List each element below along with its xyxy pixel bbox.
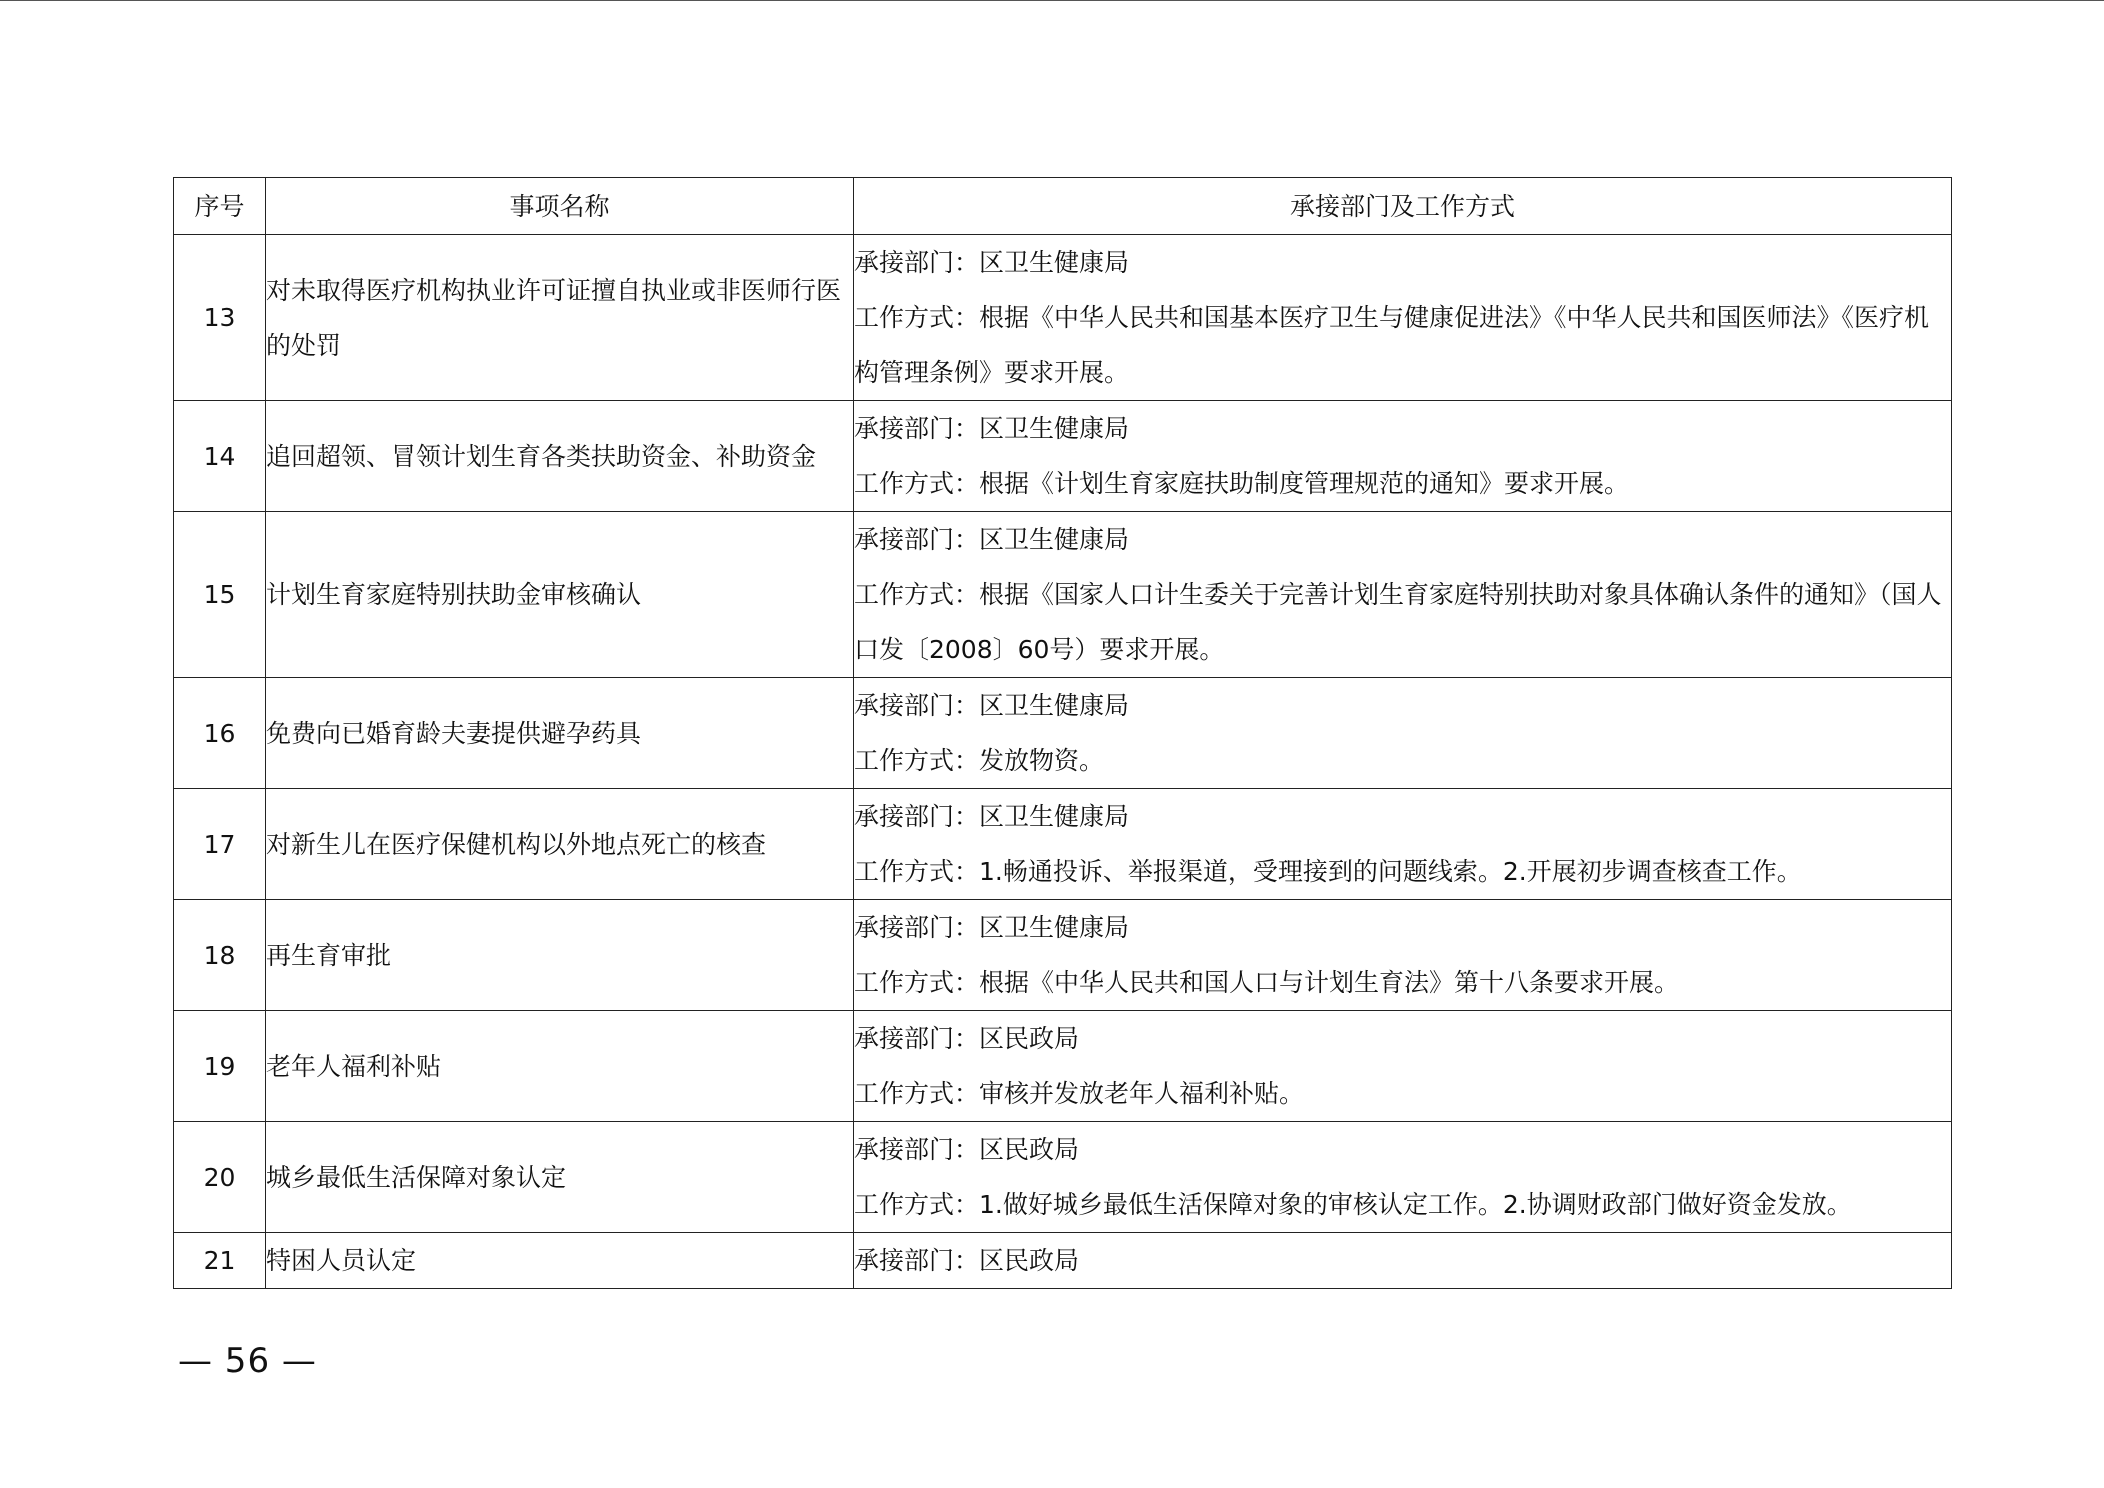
row-department-cell <box>854 678 1952 789</box>
row-index: 16 <box>174 678 266 789</box>
row-index: 20 <box>174 1122 266 1233</box>
row-matter-name: 计划生育家庭特别扶助金审核确认 <box>266 512 854 678</box>
row-index: 17 <box>174 789 266 900</box>
row-department-cell <box>854 1233 1952 1289</box>
header-matter-name: 事项名称 <box>266 178 854 235</box>
table-row <box>174 678 1952 789</box>
row-matter-name: 对新生儿在医疗保健机构以外地点死亡的核查 <box>266 789 854 900</box>
row-work-method: 工作方式：1.做好城乡最低生活保障对象的审核认定工作。2.协调财政部门做好资金发放。 <box>854 1190 1852 1219</box>
row-department: 承接部门：区卫生健康局 <box>854 802 1130 831</box>
row-work-method: 工作方式：1.畅通投诉、举报渠道，受理接到的问题线索。2.开展初步调查核查工作。 <box>854 857 1802 886</box>
row-matter-name: 再生育审批 <box>266 900 854 1011</box>
row-department: 承接部门：区卫生健康局 <box>854 691 1130 720</box>
row-matter-name: 城乡最低生活保障对象认定 <box>266 1122 854 1233</box>
row-index: 19 <box>174 1011 266 1122</box>
row-work-method: 工作方式：根据《中华人民共和国人口与计划生育法》第十八条要求开展。 <box>854 968 1680 997</box>
row-department: 承接部门：区卫生健康局 <box>854 248 1130 277</box>
row-index: 18 <box>174 900 266 1011</box>
row-department: 承接部门：区卫生健康局 <box>854 525 1130 554</box>
row-department-cell <box>854 1011 1952 1122</box>
row-matter-name: 老年人福利补贴 <box>266 1011 854 1122</box>
table-row <box>174 1122 1952 1233</box>
row-department-cell <box>854 789 1952 900</box>
header-department-method: 承接部门及工作方式 <box>854 178 1952 235</box>
row-department-cell <box>854 401 1952 512</box>
row-department: 承接部门：区卫生健康局 <box>854 913 1130 942</box>
row-department-cell <box>854 235 1952 401</box>
table-row <box>174 1233 1952 1289</box>
row-department: 承接部门：区民政局 <box>854 1246 1080 1275</box>
table-row <box>174 235 1952 401</box>
table-row <box>174 512 1952 678</box>
row-department-cell <box>854 1122 1952 1233</box>
row-matter-name: 对未取得医疗机构执业许可证擅自执业或非医师行医的处罚 <box>266 235 854 401</box>
row-index: 13 <box>174 235 266 401</box>
row-department-cell <box>854 900 1952 1011</box>
row-work-method: 工作方式：根据《国家人口计生委关于完善计划生育家庭特别扶助对象具体确认条件的通知》（国人口发〔2008〕60号）要求开展。 <box>854 580 1942 664</box>
row-department: 承接部门：区卫生健康局 <box>854 414 1130 443</box>
header-index: 序号 <box>174 178 266 235</box>
table-row <box>174 789 1952 900</box>
table-row <box>174 900 1952 1011</box>
row-matter-name: 特困人员认定 <box>266 1233 854 1289</box>
table-row <box>174 1011 1952 1122</box>
row-work-method: 工作方式：发放物资。 <box>854 746 1105 775</box>
row-work-method: 工作方式：根据《计划生育家庭扶助制度管理规范的通知》要求开展。 <box>854 469 1630 498</box>
matters-table <box>173 177 1952 1289</box>
row-index: 15 <box>174 512 266 678</box>
table-header-row <box>174 178 1952 235</box>
row-work-method: 工作方式：根据《中华人民共和国基本医疗卫生与健康促进法》《中华人民共和国医师法》《医疗机构管理条例》要求开展。 <box>854 303 1930 387</box>
row-work-method: 工作方式：审核并发放老年人福利补贴。 <box>854 1079 1305 1108</box>
table-row <box>174 401 1952 512</box>
row-index: 21 <box>174 1233 266 1289</box>
row-matter-name: 免费向已婚育龄夫妻提供避孕药具 <box>266 678 854 789</box>
row-matter-name: 追回超领、冒领计划生育各类扶助资金、补助资金 <box>266 401 854 512</box>
row-department-cell <box>854 512 1952 678</box>
row-index: 14 <box>174 401 266 512</box>
row-department: 承接部门：区民政局 <box>854 1024 1080 1053</box>
page-number: — 56 — <box>178 1341 317 1381</box>
row-department: 承接部门：区民政局 <box>854 1135 1080 1164</box>
